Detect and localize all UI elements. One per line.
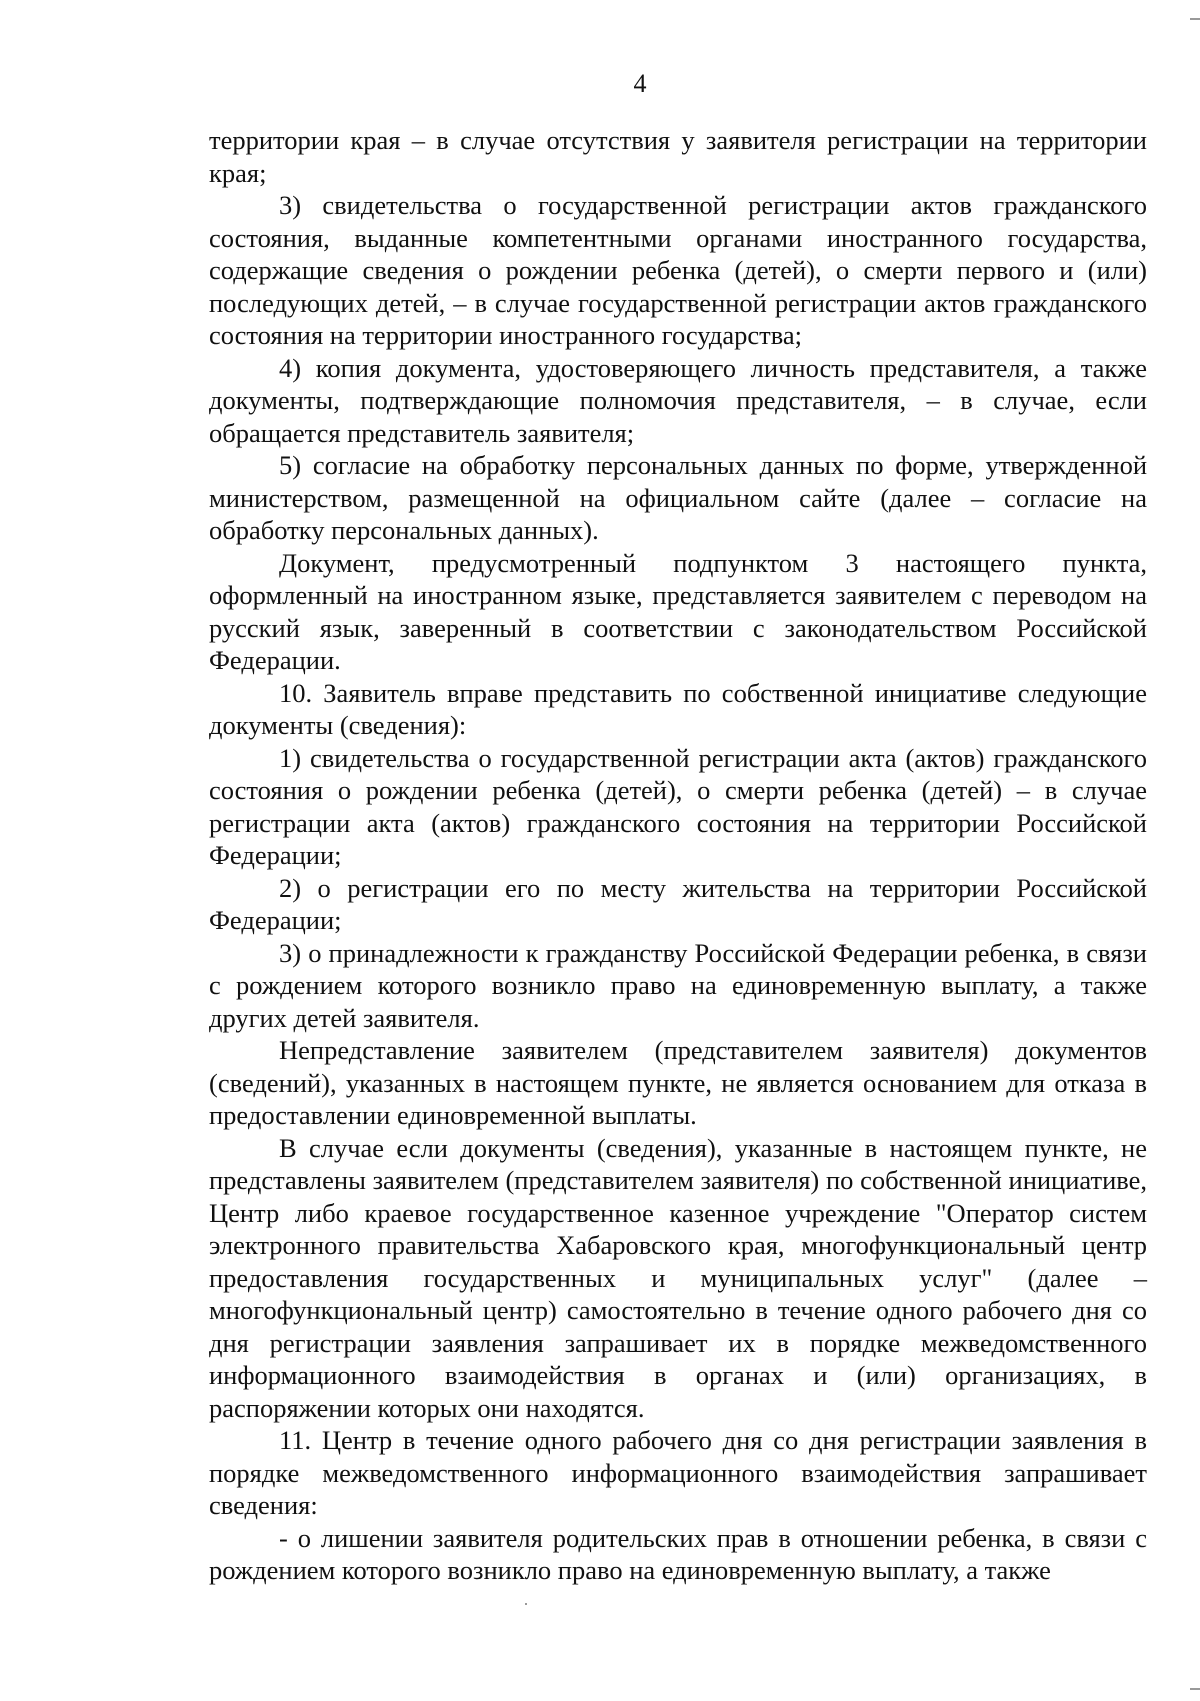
paragraph-clause-10-item-1: 1) свидетельства о государственной регистрации акта (актов) гражданского состояния о рождении ребенка (детей), о смерти ребенка (детей) – в случае регистрации акта (актов) гражданского состояния на территории Российской Федерации; bbox=[209, 742, 1147, 870]
paragraph-clause-11-item-parental-rights: - о лишении заявителя родительских прав в отношении ребенка, в связи с рождением которого возникло право на единовременную выплату, а также bbox=[209, 1522, 1147, 1585]
paragraph-item-3-certificates: 3) свидетельства о государственной регистрации актов гражданского состояния, выданные компетентными органами иностранного государства, содержащие сведения о рождении ребенка (детей), о смерти первого и (или) последующих детей, – в случае государственной регистрации актов гражданского состояния на территории иностранного государства; bbox=[209, 190, 1147, 350]
scan-edge-mark-bottom bbox=[1190, 1688, 1200, 1690]
paragraph-clause-11: 11. Центр в течение одного рабочего дня со дня регистрации заявления в порядке межведомственного информационного взаимодействия запрашивает сведения: bbox=[209, 1425, 1147, 1520]
scan-speck bbox=[525, 1603, 527, 1605]
paragraph-interagency-request: В случае если документы (сведения), указанные в настоящем пункте, не представлены заявителем (представителем заявителя) по собственной инициативе, Центр либо краевое государственное казенное учреждение "Оператор систем электронного правительства Хабаровского края, многофункциональный центр предоставления государственных и муниципальных услуг" (далее – многофункциональный центр) самостоятельно в течение одного рабочего дня со дня регистрации заявления запрашивает их в порядке межведомственного информационного взаимодействия в органах и (или) организациях, в распоряжении которых они находятся. bbox=[209, 1132, 1147, 1423]
paragraph-clause-10-item-2: 2) о регистрации его по месту жительства на территории Российской Федерации; bbox=[209, 872, 1147, 935]
paragraph-clause-10-item-3: 3) о принадлежности к гражданству Российской Федерации ребенка, в связи с рождением которого возникло право на единовременную выплату, а также других детей заявителя. bbox=[209, 937, 1147, 1033]
scan-edge-mark-top bbox=[1190, 18, 1200, 20]
paragraph-foreign-document: Документ, предусмотренный подпунктом 3 настоящего пункта, оформленный на иностранном языке, представляется заявителем с переводом на русский язык, заверенный в соответствии с законодательством Российской Федерации. bbox=[209, 547, 1147, 675]
document-body bbox=[209, 124, 1147, 1587]
paragraph-item-5-consent: 5) согласие на обработку персональных данных по форме, утвержденной министерством, размещенной на официальном сайте (далее – согласие на обработку персональных данных). bbox=[209, 450, 1147, 545]
paragraph-item-4-representative-id: 4) копия документа, удостоверяющего личность представителя, а также документы, подтверждающие полномочия представителя, – в случае, если обращается представитель заявителя; bbox=[209, 352, 1147, 448]
paragraph-continuation-territory: территории края – в случае отсутствия у заявителя регистрации на территории края; bbox=[209, 125, 1147, 188]
paragraph-non-submission: Непредставление заявителем (представителем заявителя) документов (сведений), указанных в настоящем пункте, не является основанием для отказа в предоставлении единовременной выплаты. bbox=[209, 1035, 1147, 1130]
paragraph-clause-10: 10. Заявитель вправе представить по собственной инициативе следующие документы (сведения): bbox=[209, 677, 1147, 740]
page-number: 4 bbox=[633, 69, 647, 98]
